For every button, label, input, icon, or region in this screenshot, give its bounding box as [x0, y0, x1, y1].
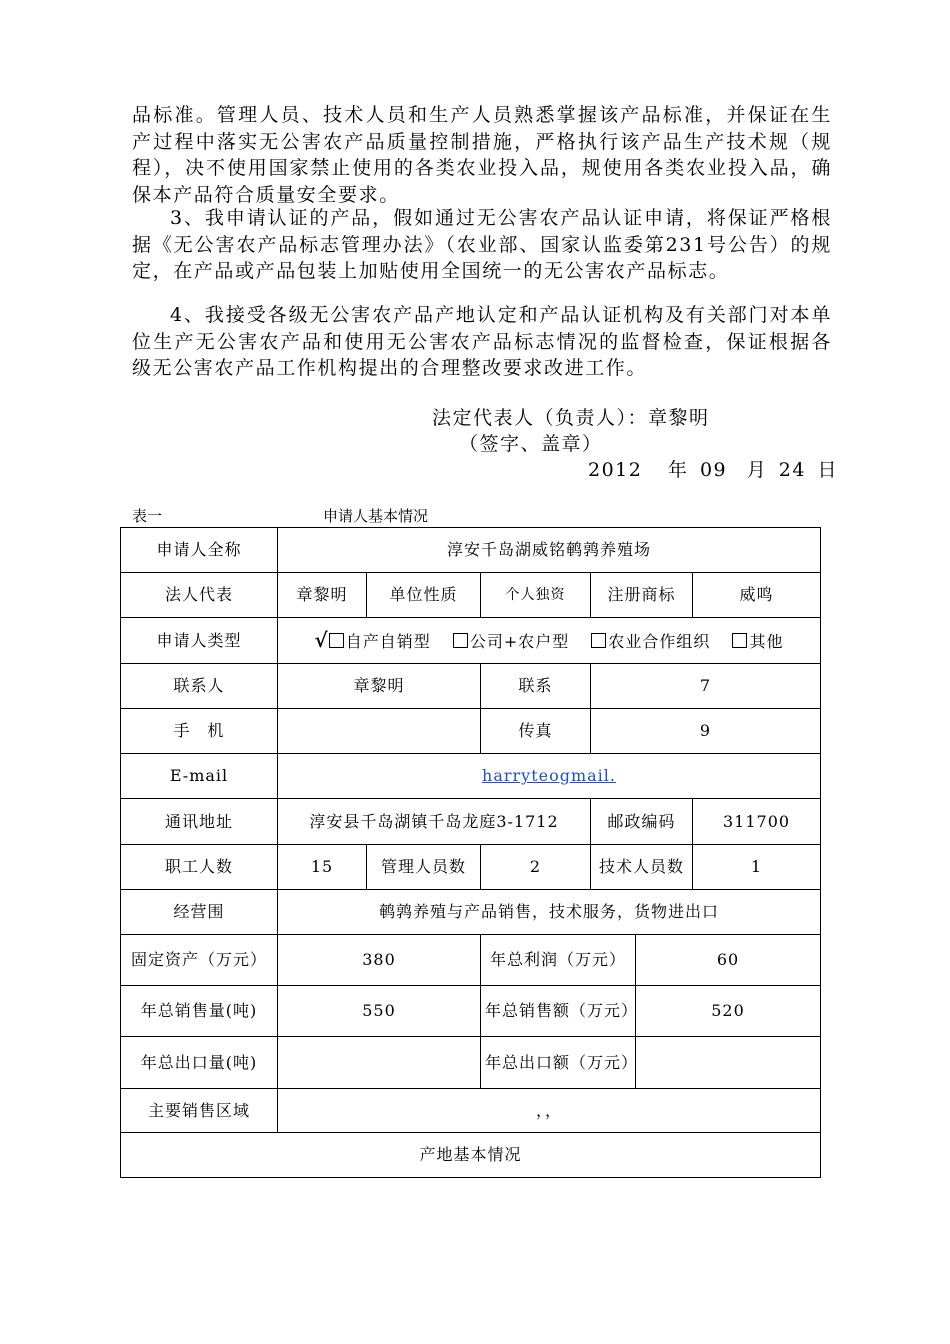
fax-label: 传真 — [481, 709, 591, 754]
unit-nature-value: 个人独资 — [481, 573, 591, 618]
fax-value: 9 — [591, 709, 821, 754]
export-volume-label: 年总出口量(吨) — [121, 1037, 278, 1089]
staff-value: 15 — [278, 845, 367, 890]
checkbox-icon — [329, 633, 344, 648]
export-volume-value — [278, 1037, 481, 1089]
annual-profit-value: 60 — [636, 935, 821, 986]
legal-rep-label: 法人代表 — [121, 573, 278, 618]
table-row — [121, 1133, 821, 1178]
sales-region-value: ，， — [278, 1089, 821, 1133]
trademark-label: 注册商标 — [591, 573, 693, 618]
table-row — [121, 890, 821, 935]
table-row — [121, 528, 821, 573]
applicant-type-options — [278, 618, 821, 664]
table-row — [121, 935, 821, 986]
trademark-value: 威鸣 — [693, 573, 821, 618]
export-amount-value — [636, 1037, 821, 1089]
table-row — [121, 754, 821, 799]
table-row — [121, 1089, 821, 1133]
email-link[interactable]: harryteogmail. — [482, 766, 616, 785]
checkbox-icon — [591, 633, 606, 648]
type-option-company-farmer[interactable]: 公司+农户型 — [453, 632, 569, 651]
sales-region-label: 主要销售区域 — [121, 1089, 278, 1133]
annual-profit-label: 年总利润（万元） — [481, 935, 636, 986]
date-day: 24 — [778, 459, 806, 481]
staff-label: 职工人数 — [121, 845, 278, 890]
paragraph-4-supervision: 4、我接受各级无公害农产品产地认定和产品认证机构及有关部门对本单位生产无公害农产品和使用无公害农产品标志情况的监督检查，保证根据各级无公害农产品工作机构提出的合理整改要求改进工作。 — [132, 304, 832, 379]
mobile-label: 手 机 — [121, 709, 278, 754]
table-row — [121, 986, 821, 1037]
table-title: 申请人基本情况 — [323, 507, 429, 525]
sales-volume-value: 550 — [278, 986, 481, 1037]
applicant-type-label: 申请人类型 — [121, 618, 278, 664]
applicant-name-label: 申请人全称 — [121, 528, 278, 573]
phone-label: 联系 — [481, 664, 591, 709]
type-option-cooperative[interactable]: 农业合作组织 — [591, 632, 710, 651]
date-year: 2012 — [588, 459, 643, 481]
export-amount-label: 年总出口额（万元） — [481, 1037, 636, 1089]
tech-staff-label: 技术人员数 — [591, 845, 693, 890]
legal-rep-value: 章黎明 — [278, 573, 367, 618]
origin-section-heading: 产地基本情况 — [121, 1133, 821, 1178]
email-label: E-mail — [121, 754, 278, 799]
signature-note: （签字、盖章） — [459, 433, 603, 455]
sales-amount-label: 年总销售额（万元） — [481, 986, 636, 1037]
postcode-value: 311700 — [693, 799, 821, 845]
paragraph-quality-commitment: 品标准。管理人员、技术人员和生产人员熟悉掌握该产品标准，并保证在生产过程中落实无公害农产品质量控制措施，严格执行该产品生产技术规（规程），决不使用国家禁止使用的各类农业投入品，规使用各类农业投入品，确保本产品符合质量安全要求。 — [132, 104, 832, 206]
table-row — [121, 799, 821, 845]
business-scope-value: 鹌鹑养殖与产品销售，技术服务，货物进出口 — [278, 890, 821, 935]
tech-staff-value: 1 — [693, 845, 821, 890]
sales-amount-value: 520 — [636, 986, 821, 1037]
postcode-label: 邮政编码 — [591, 799, 693, 845]
date-month-unit: 月 — [746, 459, 768, 481]
managers-value: 2 — [481, 845, 591, 890]
table-row — [121, 1037, 821, 1089]
date-month: 09 — [699, 459, 728, 481]
type-option-self-produced[interactable]: √ 自产自销型 — [314, 627, 431, 652]
address-value: 淳安县千岛湖镇千岛龙庭3-1712 — [278, 799, 591, 845]
contact-value: 章黎明 — [278, 664, 481, 709]
table-row — [121, 664, 821, 709]
business-scope-label: 经营围 — [121, 890, 278, 935]
table-number: 表一 — [132, 507, 163, 525]
table-row — [121, 709, 821, 754]
table-row — [121, 845, 821, 890]
checkbox-icon — [453, 633, 468, 648]
contact-label: 联系人 — [121, 664, 278, 709]
table-row — [121, 573, 821, 618]
applicant-name-value: 淳安千岛湖威铭鹌鹑养殖场 — [278, 528, 821, 573]
mobile-value — [278, 709, 481, 754]
check-tick-icon: √ — [314, 627, 329, 652]
unit-nature-label: 单位性质 — [367, 573, 481, 618]
checkbox-icon — [732, 633, 747, 648]
date-day-unit: 日 — [817, 459, 839, 481]
managers-label: 管理人员数 — [367, 845, 481, 890]
paragraph-3-label-usage: 3、我申请认证的产品，假如通过无公害农产品认证申请，将保证严格根据《无公害农产品标志管理办法》（农业部、国家认监委第231号公告）的规定，在产品或产品包装上加贴使用全国统一的无公害农产品标志。 — [132, 207, 832, 282]
applicant-info-table — [120, 527, 821, 1178]
signature-date — [588, 455, 838, 482]
fixed-assets-label: 固定资产（万元） — [121, 935, 278, 986]
legal-representative-line: 法定代表人（负责人）：章黎明 — [432, 407, 710, 429]
type-option-other[interactable]: 其他 — [732, 632, 783, 651]
table-row — [121, 618, 821, 664]
fixed-assets-value: 380 — [278, 935, 481, 986]
address-label: 通讯地址 — [121, 799, 278, 845]
phone-value: 7 — [591, 664, 821, 709]
date-year-unit: 年 — [667, 459, 689, 481]
sales-volume-label: 年总销售量(吨) — [121, 986, 278, 1037]
email-cell — [278, 754, 821, 799]
